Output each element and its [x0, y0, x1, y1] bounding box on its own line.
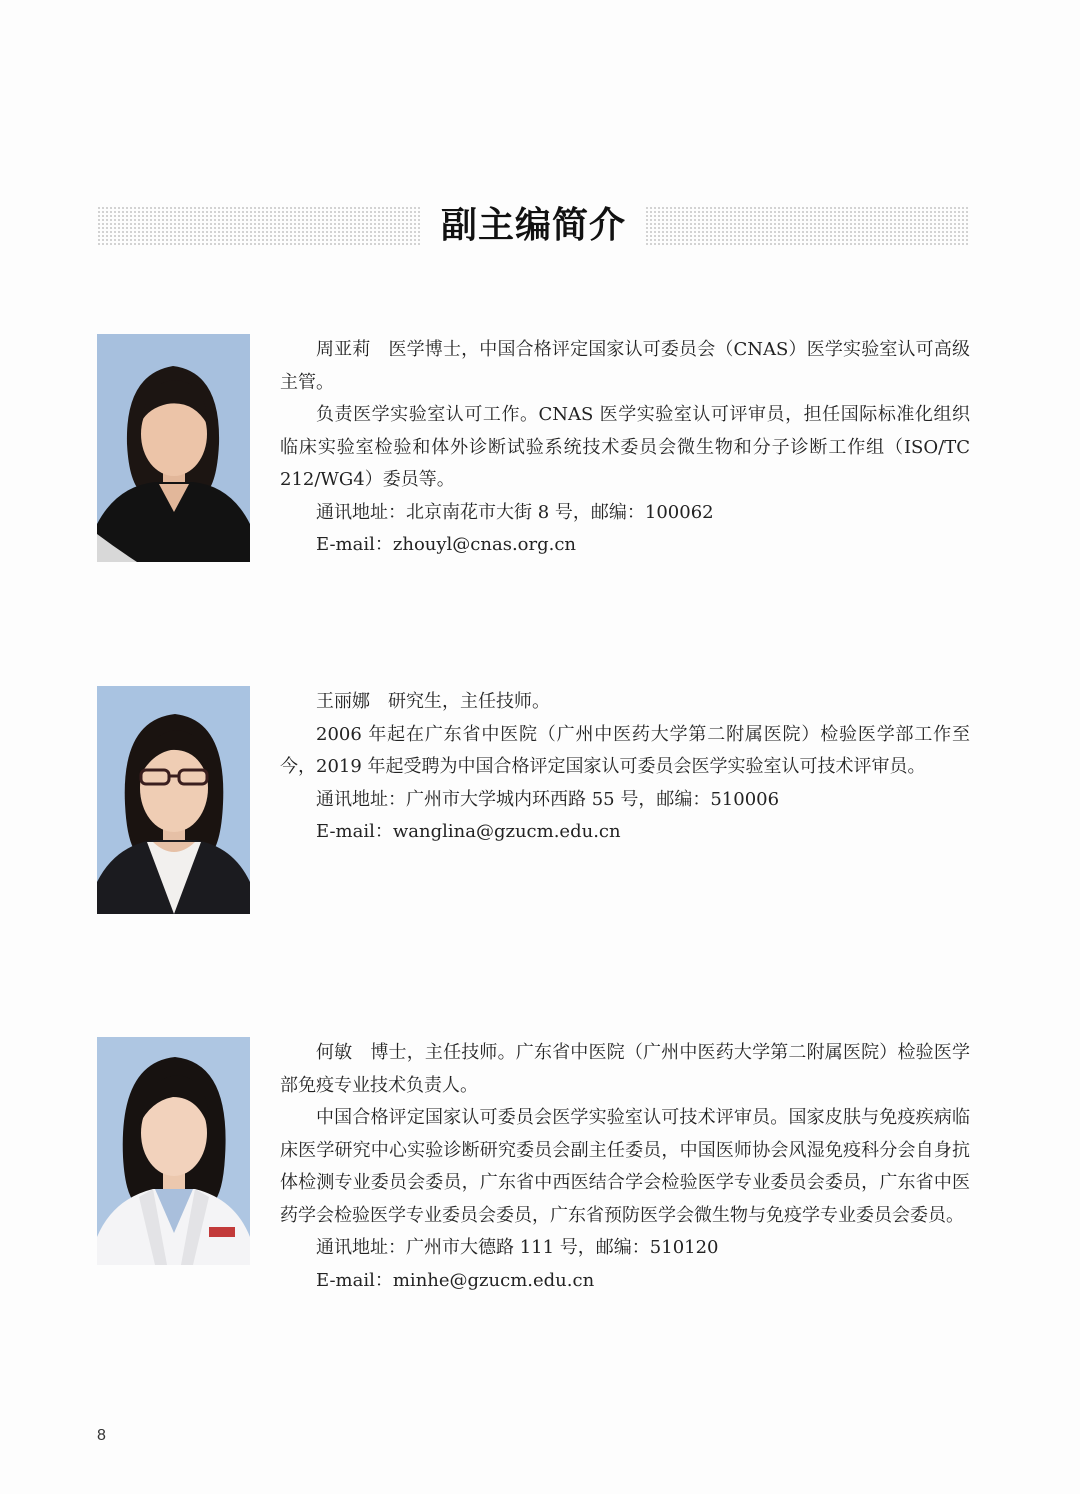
duties-text: 2006 年起在广东省中医院（广州中医药大学第二附属医院）检验医学部工作至今，2019 年起受聘为中国合格评定国家认可委员会医学实验室认可技术评审员。 — [280, 723, 970, 777]
address-text: 通讯地址：广州市大学城内环西路 55 号，邮编：510006 — [316, 788, 780, 810]
address-text: 通讯地址：广州市大德路 111 号，邮编：510120 — [316, 1237, 719, 1258]
profile-intro — [280, 1037, 970, 1102]
intro-text: 医学博士，中国合格评定国家认可委员会（CNAS）医学实验室认可高级主管。 — [280, 339, 970, 393]
portrait-photo — [97, 334, 250, 562]
portrait-photo — [97, 686, 250, 914]
email-text: E-mail：minhe@gzucm.edu.cn — [316, 1269, 595, 1291]
dotted-rule-right — [645, 206, 970, 246]
person-name: 何敏 — [316, 1042, 353, 1063]
duties-text: 负责医学实验室认可工作。CNAS 医学实验室认可评审员，担任国际标准化组织临床实验室检验和体外诊断试验系统技术委员会微生物和分子诊断工作组（ISO/TC 212/WG4）委员等。 — [280, 404, 970, 490]
profile-bio — [280, 686, 970, 849]
dotted-rule-left — [97, 206, 422, 246]
page-number: 8 — [97, 1427, 106, 1444]
profile-intro — [280, 334, 970, 399]
duties-text: 中国合格评定国家认可委员会医学实验室认可技术评审员。国家皮肤与免疫疾病临床医学研究中心实验诊断研究委员会副主任委员，中国医师协会风湿免疫科分会自身抗体检测专业委员会委员，广东省中西医结合学会检验医学专业委员会委员，广东省中医药学会检验医学专业委员会委员，广东省预防医学会微生物与免疫学专业委员会委员。 — [280, 1107, 970, 1226]
title-banner — [97, 204, 970, 248]
profile-bio — [280, 1037, 970, 1297]
email-text: E-mail：zhouyl@cnas.org.cn — [316, 534, 577, 555]
intro-text: 博士，主任技师。广东省中医院（广州中医药大学第二附属医院）检验医学部免疫专业技术负责人。 — [280, 1042, 971, 1096]
address-text: 通讯地址：北京南花市大街 8 号，邮编：100062 — [316, 501, 714, 523]
intro-text: 研究生，主任技师。 — [388, 691, 550, 712]
profile-bio — [280, 334, 970, 562]
person-name: 周亚莉 — [316, 339, 371, 360]
person-name: 王丽娜 — [316, 691, 370, 712]
portrait-photo — [97, 1037, 250, 1265]
page-title: 副主编简介 — [440, 205, 626, 246]
profile-intro — [280, 686, 970, 719]
email-text: E-mail：wanglina@gzucm.edu.cn — [316, 821, 621, 842]
